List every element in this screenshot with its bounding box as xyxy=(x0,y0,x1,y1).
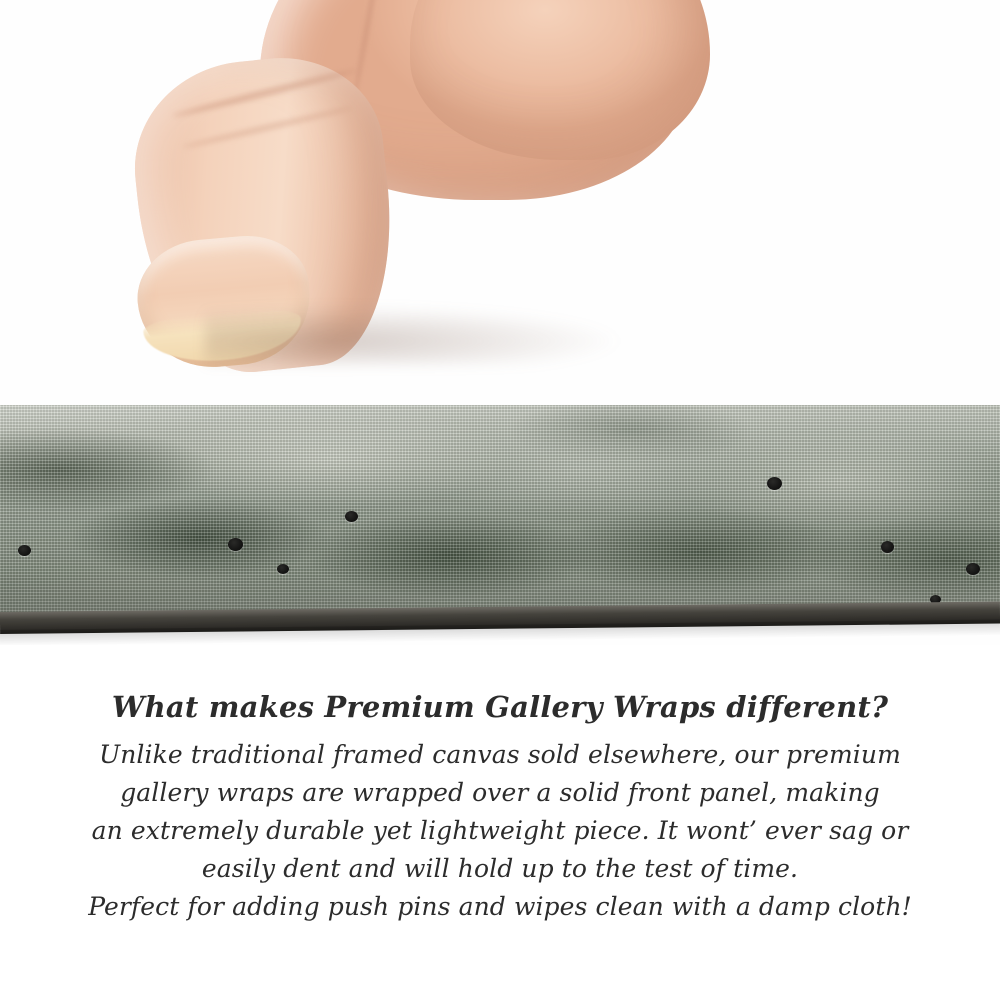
caption-line-2: gallery wraps are wrapped over a solid front panel, making xyxy=(120,778,880,807)
pinhole xyxy=(881,541,894,553)
hand-graphic xyxy=(110,0,690,440)
caption-line-5: Perfect for adding push pins and wipes clean with a damp cloth! xyxy=(88,892,912,921)
pinhole xyxy=(228,538,243,551)
canvas-shading xyxy=(0,405,1000,620)
caption-heading: What makes Premium Gallery Wraps different? xyxy=(111,690,889,724)
pinhole xyxy=(767,477,782,490)
caption-line-4: easily dent and will hold up to the test of time. xyxy=(201,854,799,883)
caption-line-1: Unlike traditional framed canvas sold elsewhere, our premium xyxy=(99,740,901,769)
pinhole xyxy=(345,511,358,522)
pinhole xyxy=(18,545,31,556)
caption-block xyxy=(0,690,1000,926)
pinhole xyxy=(966,563,980,575)
pinhole xyxy=(277,564,289,574)
caption-line-3: an extremely durable yet lightweight piece. It wont’ ever sag or xyxy=(91,816,909,845)
canvas-edge-strip xyxy=(0,405,1000,620)
hand-shadow xyxy=(205,305,625,365)
